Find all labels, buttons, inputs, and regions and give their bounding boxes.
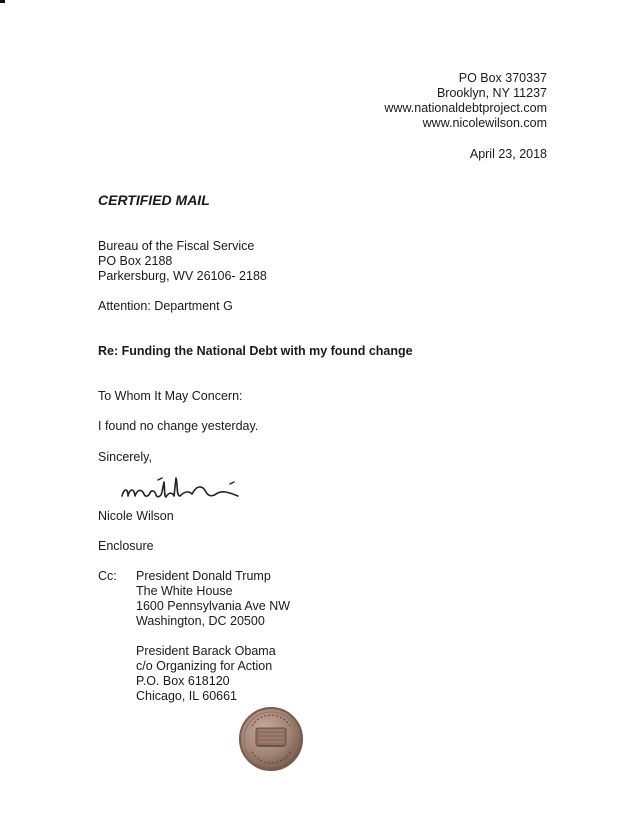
scan-corner-mark	[0, 0, 5, 3]
cc-recipient-line: P.O. Box 618120	[136, 674, 230, 688]
cc-recipient-line: Chicago, IL 60661	[136, 689, 238, 703]
sender-website[interactable]: www.nationaldebtproject.com	[384, 101, 547, 115]
recipient-line: Bureau of the Fiscal Service	[98, 239, 255, 253]
cc-recipient-block	[136, 569, 290, 629]
cc-recipient-line: The White House	[136, 584, 233, 598]
sender-address-line: PO Box 370337	[458, 71, 547, 85]
subject-line: Re: Funding the National Debt with my found change	[98, 344, 413, 358]
signer-name: Nicole Wilson	[98, 509, 174, 523]
recipient-line: PO Box 2188	[98, 254, 173, 268]
letter-body: I found no change yesterday.	[98, 419, 259, 433]
enclosure-note: Enclosure	[98, 539, 154, 553]
closing: Sincerely,	[98, 450, 152, 464]
sender-website[interactable]: www.nicolewilson.com	[422, 116, 547, 130]
cc-recipient-line: Washington, DC 20500	[136, 614, 265, 628]
recipient-line: Parkersburg, WV 26106- 2188	[98, 269, 267, 283]
cc-recipient-line: President Donald Trump	[136, 569, 271, 583]
cc-label: Cc:	[98, 569, 117, 583]
salutation: To Whom It May Concern:	[98, 389, 243, 403]
sender-address-line: Brooklyn, NY 11237	[436, 86, 547, 100]
sender-address-block	[384, 71, 547, 131]
cc-recipient-block	[136, 644, 276, 704]
attention-line: Attention: Department G	[98, 299, 233, 313]
cc-recipient-line: 1600 Pennsylvania Ave NW	[136, 599, 291, 613]
cc-recipient-line: President Barack Obama	[136, 644, 276, 658]
letter-date: April 23, 2018	[469, 147, 547, 161]
handwritten-signature-icon	[118, 470, 248, 510]
penny-coin-icon	[238, 706, 304, 776]
cc-recipient-line: c/o Organizing for Action	[136, 659, 273, 673]
recipient-address-block	[98, 239, 267, 284]
certified-mail-heading: CERTIFIED MAIL	[98, 192, 210, 208]
